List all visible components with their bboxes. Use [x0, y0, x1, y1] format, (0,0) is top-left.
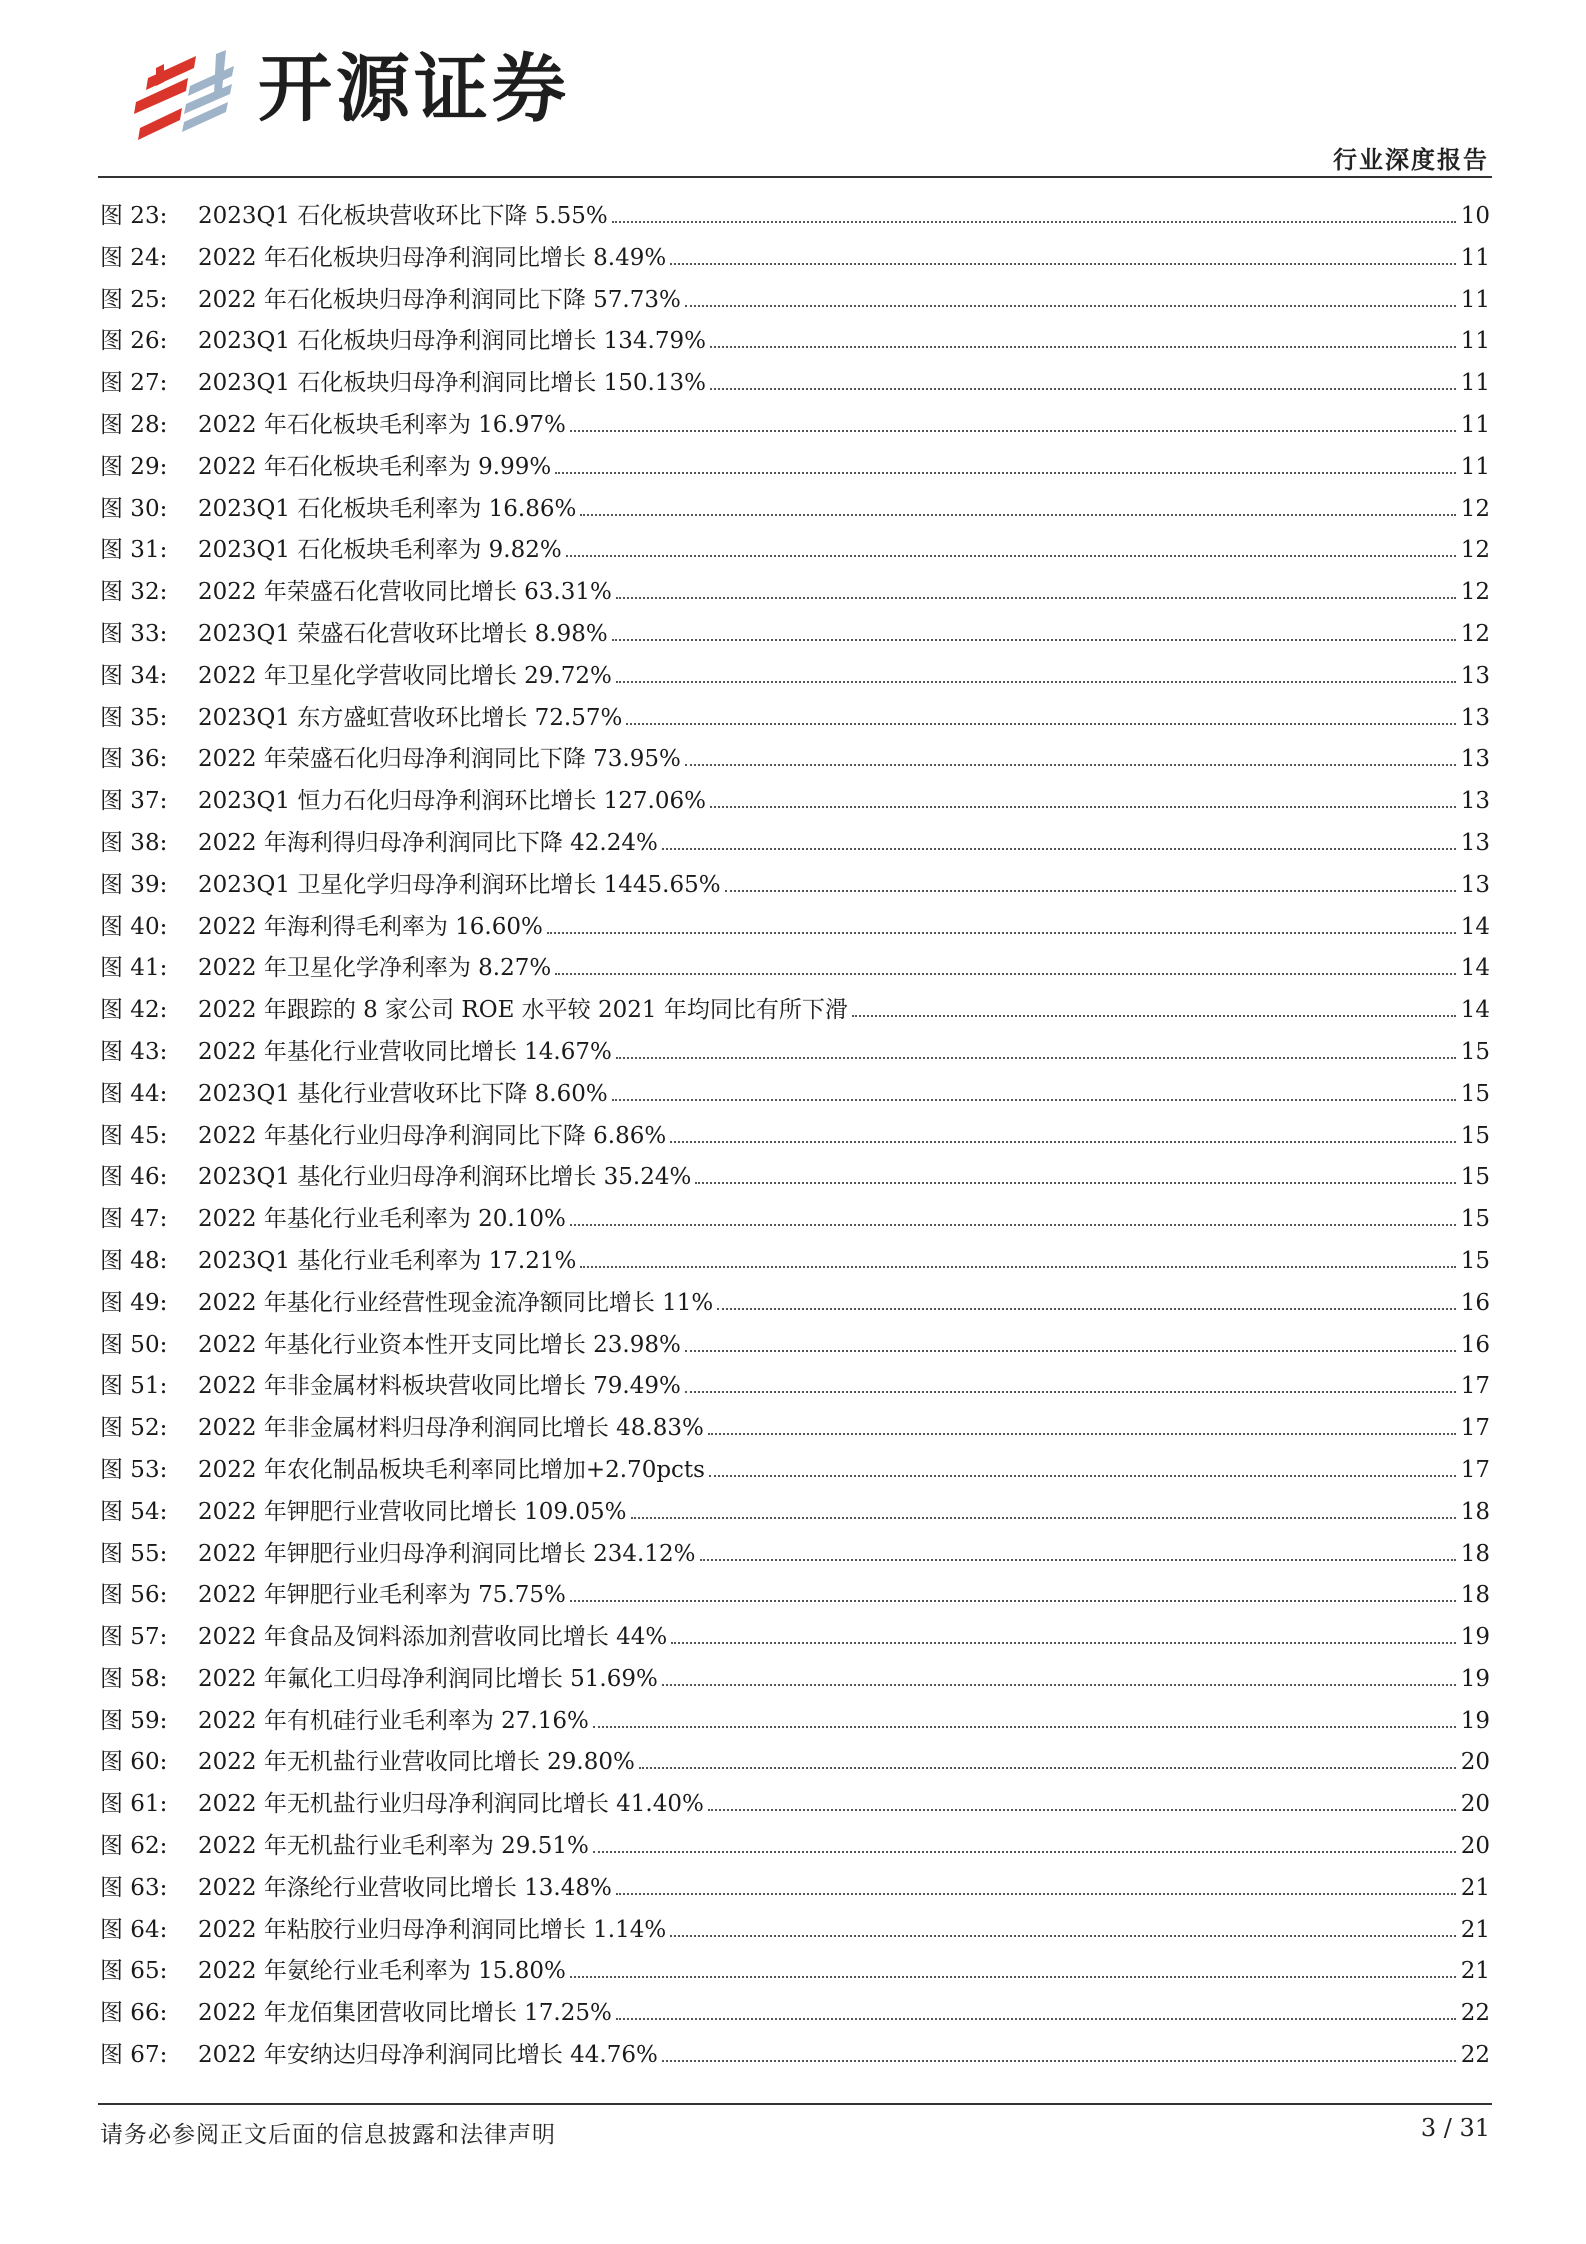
toc-entry-title: 2022 年海利得毛利率为 16.60% — [198, 913, 543, 940]
toc-entry[interactable] — [100, 1199, 1490, 1241]
toc-entry-page: 13 — [1460, 829, 1490, 856]
toc-dot-leader — [566, 555, 1456, 557]
toc-entry-page: 15 — [1460, 1206, 1490, 1233]
toc-entry-page: 13 — [1460, 788, 1490, 815]
toc-entry-title: 2023Q1 基化行业归母净利润环比增长 35.24% — [198, 1164, 692, 1191]
toc-entry-label: 图 55: — [100, 1540, 168, 1567]
toc-entry-page: 20 — [1460, 1833, 1490, 1860]
toc-entry-page: 19 — [1460, 1624, 1490, 1651]
toc-dot-leader — [695, 1182, 1456, 1184]
toc-dot-leader — [612, 221, 1456, 223]
toc-entry[interactable] — [100, 1951, 1490, 1993]
toc-dot-leader — [616, 1057, 1456, 1059]
toc-entry-page: 12 — [1460, 537, 1490, 564]
toc-entry[interactable] — [100, 739, 1490, 781]
toc-entry[interactable] — [100, 1826, 1490, 1868]
toc-entry-title: 2022 年卫星化学营收同比增长 29.72% — [198, 662, 612, 689]
toc-dot-leader — [612, 1099, 1456, 1101]
toc-entry[interactable] — [100, 656, 1490, 698]
toc-entry[interactable] — [100, 1116, 1490, 1158]
toc-entry-label: 图 48: — [100, 1247, 168, 1274]
toc-entry[interactable] — [100, 321, 1490, 363]
toc-entry-page: 16 — [1460, 1289, 1490, 1316]
toc-entry[interactable] — [100, 698, 1490, 740]
toc-entry-label: 图 62: — [100, 1833, 168, 1860]
toc-entry-page: 18 — [1460, 1582, 1490, 1609]
toc-entry-page: 11 — [1460, 286, 1490, 313]
toc-entry-page: 22 — [1460, 2042, 1490, 2069]
toc-entry-page: 11 — [1460, 411, 1490, 438]
toc-entry-label: 图 24: — [100, 244, 168, 271]
toc-entry[interactable] — [100, 1450, 1490, 1492]
toc-entry[interactable] — [100, 196, 1490, 238]
toc-entry-title: 2022 年氟化工归母净利润同比增长 51.69% — [198, 1665, 658, 1692]
toc-entry-page: 11 — [1460, 244, 1490, 271]
toc-dot-leader — [708, 1809, 1456, 1811]
toc-entry-label: 图 35: — [100, 704, 168, 731]
toc-entry[interactable] — [100, 1617, 1490, 1659]
toc-entry-title: 2022 年粘胶行业归母净利润同比增长 1.14% — [198, 1916, 667, 1943]
toc-entry-page: 18 — [1460, 1498, 1490, 1525]
toc-dot-leader — [580, 1266, 1456, 1268]
toc-entry-label: 图 47: — [100, 1206, 168, 1233]
toc-entry-title: 2022 年基化行业经营性现金流净额同比增长 11% — [198, 1289, 714, 1316]
toc-dot-leader — [717, 1308, 1456, 1310]
toc-dot-leader — [570, 430, 1456, 432]
toc-dot-leader — [570, 1600, 1456, 1602]
toc-dot-leader — [685, 305, 1456, 307]
toc-entry-page: 11 — [1460, 453, 1490, 480]
toc-entry[interactable] — [100, 1241, 1490, 1283]
toc-entry[interactable] — [100, 907, 1490, 949]
toc-entry-label: 图 31: — [100, 537, 168, 564]
toc-entry-title: 2022 年钾肥行业毛利率为 75.75% — [198, 1582, 566, 1609]
toc-entry[interactable] — [100, 405, 1490, 447]
toc-dot-leader — [612, 639, 1456, 641]
toc-entry[interactable] — [100, 1868, 1490, 1910]
toc-entry-page: 22 — [1460, 2000, 1490, 2027]
toc-dot-leader — [547, 932, 1456, 934]
toc-entry-page: 12 — [1460, 579, 1490, 606]
toc-entry-label: 图 56: — [100, 1582, 168, 1609]
toc-entry-page: 13 — [1460, 871, 1490, 898]
toc-entry-page: 15 — [1460, 1247, 1490, 1274]
toc-entry-label: 图 59: — [100, 1707, 168, 1734]
toc-entry-title: 2022 年石化板块毛利率为 16.97% — [198, 411, 566, 438]
toc-entry-page: 12 — [1460, 620, 1490, 647]
toc-entry-page: 11 — [1460, 370, 1490, 397]
toc-dot-leader — [593, 1851, 1456, 1853]
toc-entry[interactable] — [100, 1408, 1490, 1450]
toc-entry-label: 图 32: — [100, 579, 168, 606]
toc-entry-page: 15 — [1460, 1080, 1490, 1107]
toc-entry-title: 2022 年基化行业资本性开支同比增长 23.98% — [198, 1331, 681, 1358]
toc-entry-label: 图 61: — [100, 1791, 168, 1818]
toc-entry-label: 图 30: — [100, 495, 168, 522]
toc-entry[interactable] — [100, 572, 1490, 614]
toc-dot-leader — [662, 848, 1456, 850]
toc-entry-title: 2023Q1 基化行业毛利率为 17.21% — [198, 1247, 577, 1274]
toc-dot-leader — [555, 973, 1456, 975]
toc-entry-title: 2022 年荣盛石化归母净利润同比下降 73.95% — [198, 746, 681, 773]
toc-dot-leader — [631, 1517, 1457, 1519]
toc-entry-title: 2022 年基化行业归母净利润同比下降 6.86% — [198, 1122, 667, 1149]
toc-dot-leader — [670, 1141, 1456, 1143]
toc-entry[interactable] — [100, 1032, 1490, 1074]
toc-dot-leader — [708, 1433, 1456, 1435]
toc-dot-leader — [593, 1726, 1456, 1728]
toc-dot-leader — [671, 1642, 1456, 1644]
toc-entry[interactable] — [100, 948, 1490, 990]
toc-entry-label: 图 27: — [100, 370, 168, 397]
toc-dot-leader — [725, 890, 1456, 892]
toc-dot-leader — [639, 1767, 1456, 1769]
kaiyuan-logo-icon — [130, 46, 240, 146]
toc-entry-label: 图 43: — [100, 1038, 168, 1065]
toc-entry-title: 2022 年无机盐行业归母净利润同比增长 41.40% — [198, 1791, 704, 1818]
toc-entry[interactable] — [100, 823, 1490, 865]
toc-entry-title: 2022 年农化制品板块毛利率同比增加+2.70pcts — [198, 1456, 705, 1483]
toc-entry-title: 2022 年安纳达归母净利润同比增长 44.76% — [198, 2042, 658, 2069]
toc-entry-title: 2022 年非金属材料板块营收同比增长 79.49% — [198, 1373, 681, 1400]
toc-dot-leader — [616, 1893, 1456, 1895]
toc-entry-title: 2023Q1 东方盛虹营收环比增长 72.57% — [198, 704, 623, 731]
toc-dot-leader — [710, 346, 1456, 348]
toc-entry-title: 2022 年石化板块归母净利润同比增长 8.49% — [198, 244, 667, 271]
toc-entry-label: 图 57: — [100, 1624, 168, 1651]
toc-dot-leader — [555, 472, 1456, 474]
toc-entry-page: 19 — [1460, 1707, 1490, 1734]
toc-entry-title: 2023Q1 石化板块营收环比下降 5.55% — [198, 203, 608, 229]
toc-dot-leader — [710, 806, 1456, 808]
toc-entry[interactable] — [100, 990, 1490, 1032]
toc-dot-leader — [685, 1350, 1456, 1352]
report-type: 行业深度报告 — [1333, 146, 1489, 174]
toc-dot-leader — [626, 723, 1456, 725]
toc-entry-label: 图 66: — [100, 2000, 168, 2027]
toc-entry-page: 15 — [1460, 1122, 1490, 1149]
toc-entry[interactable] — [100, 1742, 1490, 1784]
toc-dot-leader — [710, 388, 1456, 390]
page-number: 3 / 31 — [1420, 2114, 1490, 2142]
toc-entry-title: 2022 年基化行业营收同比增长 14.67% — [198, 1038, 612, 1065]
toc-entry-label: 图 37: — [100, 788, 168, 815]
toc-entry[interactable] — [100, 865, 1490, 907]
toc-entry-label: 图 33: — [100, 620, 168, 647]
footer-disclaimer: 请务必参阅正文后面的信息披露和法律声明 — [100, 2122, 556, 2148]
toc-entry[interactable] — [100, 280, 1490, 322]
toc-entry-title: 2023Q1 基化行业营收环比下降 8.60% — [198, 1080, 608, 1107]
toc-entry-page: 21 — [1460, 1958, 1490, 1985]
toc-entry-title: 2023Q1 石化板块毛利率为 9.82% — [198, 537, 562, 564]
toc-entry-title: 2022 年卫星化学净利率为 8.27% — [198, 955, 552, 982]
toc-entry[interactable] — [100, 1492, 1490, 1534]
toc-entry-page: 20 — [1460, 1749, 1490, 1776]
toc-dot-leader — [685, 764, 1456, 766]
toc-entry-page: 13 — [1460, 746, 1490, 773]
toc-entry-page: 21 — [1460, 1916, 1490, 1943]
toc-entry-page: 19 — [1460, 1665, 1490, 1692]
toc-entry[interactable] — [100, 1701, 1490, 1743]
toc-entry-title: 2022 年跟踪的 8 家公司 ROE 水平较 2021 年均同比有所下滑 — [198, 997, 848, 1024]
toc-entry-label: 图 34: — [100, 662, 168, 689]
toc-entry-label: 图 64: — [100, 1916, 168, 1943]
toc-entry-title: 2023Q1 荣盛石化营收环比增长 8.98% — [198, 620, 608, 647]
toc-entry-title: 2022 年石化板块毛利率为 9.99% — [198, 453, 552, 480]
toc-dot-leader — [670, 1935, 1456, 1937]
toc-entry-label: 图 52: — [100, 1415, 168, 1442]
toc-dot-leader — [616, 681, 1456, 683]
toc-entry[interactable] — [100, 1325, 1490, 1367]
toc-entry-title: 2022 年龙佰集团营收同比增长 17.25% — [198, 2000, 612, 2027]
toc-entry-label: 图 36: — [100, 746, 168, 773]
toc-entry-label: 图 50: — [100, 1331, 168, 1358]
toc-entry-page: 21 — [1460, 1874, 1490, 1901]
toc-dot-leader — [616, 2018, 1456, 2020]
toc-entry-label: 图 54: — [100, 1498, 168, 1525]
toc-entry-page: 12 — [1460, 495, 1490, 522]
toc-entry-label: 图 63: — [100, 1874, 168, 1901]
toc-entry-label: 图 46: — [100, 1164, 168, 1191]
toc-entry[interactable] — [100, 489, 1490, 531]
toc-entry[interactable] — [100, 1283, 1490, 1325]
toc-entry-label: 图 28: — [100, 411, 168, 438]
toc-entry[interactable] — [100, 1659, 1490, 1701]
toc-entry-label: 图 58: — [100, 1665, 168, 1692]
toc-entry-page: 16 — [1460, 1331, 1490, 1358]
toc-dot-leader — [570, 1224, 1456, 1226]
toc-dot-leader — [662, 2060, 1456, 2062]
toc-entry-title: 2022 年有机硅行业毛利率为 27.16% — [198, 1707, 589, 1734]
toc-dot-leader — [616, 597, 1456, 599]
toc-entry[interactable] — [100, 614, 1490, 656]
toc-entry-label: 图 60: — [100, 1749, 168, 1776]
toc-entry[interactable] — [100, 530, 1490, 572]
toc-entry-label: 图 29: — [100, 453, 168, 480]
toc-entry-label: 图 42: — [100, 997, 168, 1024]
brand-name: 开源证券 — [258, 46, 570, 132]
toc-entry-page: 18 — [1460, 1540, 1490, 1567]
toc-dot-leader — [662, 1684, 1456, 1686]
toc-entry[interactable] — [100, 1910, 1490, 1952]
toc-entry-title: 2023Q1 恒力石化归母净利润环比增长 127.06% — [198, 788, 706, 815]
toc-entry-page: 10 — [1460, 203, 1490, 229]
toc-entry-title: 2023Q1 石化板块归母净利润同比增长 150.13% — [198, 370, 706, 397]
toc-entry[interactable] — [100, 781, 1490, 823]
toc-entry-page: 14 — [1460, 913, 1490, 940]
toc-entry-page: 17 — [1460, 1415, 1490, 1442]
toc-entry-label: 图 23: — [100, 203, 168, 229]
toc-entry-title: 2022 年海利得归母净利润同比下降 42.24% — [198, 829, 658, 856]
toc-entry-page: 14 — [1460, 955, 1490, 982]
toc-entry-page: 14 — [1460, 997, 1490, 1024]
toc-entry[interactable] — [100, 238, 1490, 280]
toc-entry-label: 图 44: — [100, 1080, 168, 1107]
toc-entry-title: 2022 年非金属材料归母净利润同比增长 48.83% — [198, 1415, 704, 1442]
toc-entry-page: 13 — [1460, 704, 1490, 731]
toc-entry-page: 17 — [1460, 1373, 1490, 1400]
toc-entry-page: 20 — [1460, 1791, 1490, 1818]
toc-entry-label: 图 41: — [100, 955, 168, 982]
header-divider — [98, 176, 1492, 178]
toc-entry-label: 图 65: — [100, 1958, 168, 1985]
toc-entry-label: 图 39: — [100, 871, 168, 898]
toc-entry[interactable] — [100, 1534, 1490, 1576]
toc-entry-title: 2023Q1 石化板块归母净利润同比增长 134.79% — [198, 328, 706, 355]
toc-entry-page: 11 — [1460, 328, 1490, 355]
toc-entry-label: 图 53: — [100, 1456, 168, 1483]
toc-entry-title: 2022 年石化板块归母净利润同比下降 57.73% — [198, 286, 681, 313]
toc-dot-leader — [700, 1559, 1457, 1561]
toc-entry-label: 图 26: — [100, 328, 168, 355]
toc-entry[interactable] — [100, 447, 1490, 489]
toc-entry-title: 2022 年无机盐行业营收同比增长 29.80% — [198, 1749, 635, 1776]
toc-entry-label: 图 49: — [100, 1289, 168, 1316]
toc-entry-page: 17 — [1460, 1456, 1490, 1483]
footer-divider — [98, 2103, 1492, 2105]
toc-entry-title: 2022 年钾肥行业归母净利润同比增长 234.12% — [198, 1540, 696, 1567]
toc-entry-label: 图 40: — [100, 913, 168, 940]
toc-entry-title: 2022 年无机盐行业毛利率为 29.51% — [198, 1833, 589, 1860]
toc-entry-page: 13 — [1460, 662, 1490, 689]
toc-entry-label: 图 51: — [100, 1373, 168, 1400]
toc-entry[interactable] — [100, 363, 1490, 405]
toc-entry-title: 2023Q1 石化板块毛利率为 16.86% — [198, 495, 577, 522]
toc-dot-leader — [580, 514, 1456, 516]
toc-dot-leader — [852, 1015, 1456, 1017]
toc-dot-leader — [685, 1391, 1456, 1393]
toc-entry[interactable] — [100, 2035, 1490, 2077]
toc-entry-page: 15 — [1460, 1164, 1490, 1191]
toc-dot-leader — [709, 1475, 1456, 1477]
toc-entry-title: 2022 年钾肥行业营收同比增长 109.05% — [198, 1498, 627, 1525]
toc-entry[interactable] — [100, 1157, 1490, 1199]
toc-entry[interactable] — [100, 1993, 1490, 2035]
figure-toc-list — [100, 196, 1490, 2077]
toc-entry-title: 2022 年食品及饲料添加剂营收同比增长 44% — [198, 1624, 668, 1651]
toc-entry[interactable] — [100, 1784, 1490, 1826]
toc-entry-label: 图 25: — [100, 286, 168, 313]
toc-entry-label: 图 38: — [100, 829, 168, 856]
toc-entry-title: 2022 年氨纶行业毛利率为 15.80% — [198, 1958, 566, 1985]
page-header — [0, 0, 1586, 180]
toc-entry[interactable] — [100, 1366, 1490, 1408]
toc-entry[interactable] — [100, 1575, 1490, 1617]
toc-entry-title: 2022 年荣盛石化营收同比增长 63.31% — [198, 579, 612, 606]
toc-entry-label: 图 45: — [100, 1122, 168, 1149]
toc-entry-label: 图 67: — [100, 2042, 168, 2069]
toc-entry-page: 15 — [1460, 1038, 1490, 1065]
toc-entry[interactable] — [100, 1074, 1490, 1116]
toc-entry-title: 2022 年涤纶行业营收同比增长 13.48% — [198, 1874, 612, 1901]
toc-entry-title: 2023Q1 卫星化学归母净利润环比增长 1445.65% — [198, 871, 721, 898]
toc-dot-leader — [570, 1976, 1456, 1978]
toc-entry-title: 2022 年基化行业毛利率为 20.10% — [198, 1206, 566, 1233]
toc-dot-leader — [670, 263, 1456, 265]
